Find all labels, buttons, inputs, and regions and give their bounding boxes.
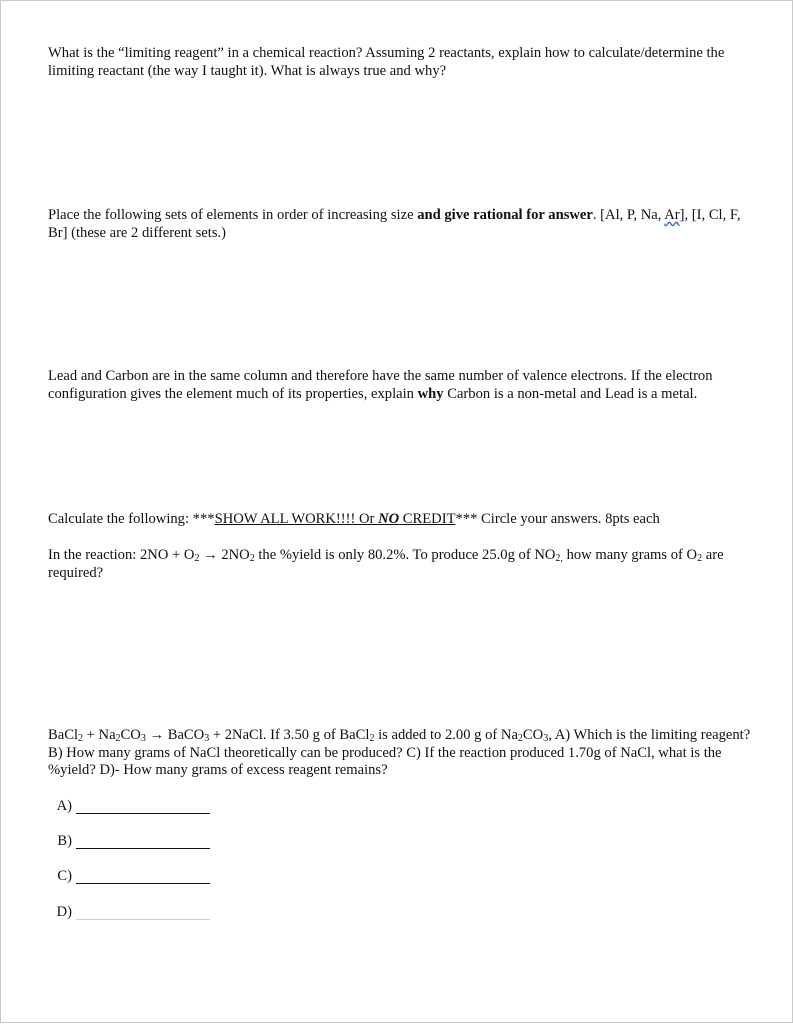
question-limiting-reagent-text: What is the “limiting reagent” in a chemical reaction? Assuming 2 reactants, explain how to calculate/determine the limiting reactant (the way I taught it). What is always true and why? — [48, 45, 725, 79]
answer-row-d — [48, 904, 268, 922]
p1-mid: the %yield is only 80.2%. To produce 25.0g of NO — [254, 547, 556, 563]
instructions-no-credit-emphasis: NO — [378, 511, 400, 527]
answer-label-b: B) — [57, 833, 72, 849]
answer-label-d: D) — [56, 904, 72, 920]
p2-t4: BaCO — [167, 727, 205, 743]
p1-o2-sub: 2 — [194, 553, 200, 564]
q2-bold: and give rational for answer — [417, 207, 593, 223]
p2-t3: CO — [120, 727, 141, 743]
instructions-underlined-2: CREDIT — [399, 511, 456, 527]
p1-plus: + O — [168, 547, 195, 563]
answer-line-b — [76, 848, 210, 849]
question-lead-carbon — [48, 368, 753, 403]
answer-row-c — [48, 868, 268, 886]
question-limiting-reagent — [48, 45, 753, 80]
p2-t5: + 2NaCl. If 3.50 g of BaCl — [209, 727, 370, 743]
p2-s5: 2 — [369, 733, 375, 744]
answer-row-b — [48, 833, 268, 851]
p2-t2: + Na — [83, 727, 116, 743]
answer-label-c: C) — [57, 868, 72, 884]
p2-t1: BaCl — [48, 727, 78, 743]
p2-s7: 3 — [543, 733, 549, 744]
p2-t7: CO — [522, 727, 544, 743]
q2-intro: Place the following sets of elements in order of increasing size — [48, 207, 418, 223]
spellcheck-word: Ar — [664, 207, 680, 223]
answer-line-a — [76, 813, 210, 814]
p2-s3: 3 — [140, 733, 146, 744]
instructions-tail: *** Circle your answers. 8pts each — [455, 511, 660, 527]
p1-q: how many grams of O — [562, 547, 698, 563]
answer-label-a: A) — [56, 798, 72, 814]
q3-bold: why — [417, 385, 444, 402]
p1-no2-sub: 2, — [555, 553, 563, 564]
problem-bacl2-limiting — [48, 727, 753, 780]
q2-rest: ], [I, Cl, F, Br] (these are 2 different sets.) — [48, 207, 741, 241]
q2-after-bold: . [Al, P, Na, — [592, 207, 665, 223]
calculation-instructions — [48, 511, 753, 529]
p2-s2: 2 — [115, 733, 121, 744]
instructions-underlined-1: SHOW ALL WORK!!!! Or — [214, 511, 379, 527]
reaction-arrow: → — [145, 727, 168, 743]
p1-r1: 2NO — [139, 547, 169, 563]
answer-row-a — [48, 798, 268, 816]
answer-line-c — [76, 883, 210, 884]
reaction-arrow: → — [199, 547, 222, 563]
question-element-size — [48, 207, 753, 242]
p1-q-sub: 2 — [697, 553, 703, 564]
p2-s1: 2 — [78, 733, 83, 744]
p2-s4: 3 — [204, 733, 210, 744]
p2-t8: , A) Which is the limiting reagent? B) How many grams of NaCl theoretically can be produced? C) If the reaction produced 1.70g of NaCl, what is the %yield? D)- How many grams of excess reagent remains? — [48, 727, 751, 778]
p2-s6: 2 — [517, 733, 523, 744]
q3-before-bold: Lead and Carbon are in the same column and therefore have the same number of valence electrons. If the electron configuration gives the element much of its properties, explain — [48, 368, 713, 402]
p1-end: are required? — [48, 547, 724, 581]
problem-no2-yield — [48, 547, 753, 582]
p2-t6: is added to 2.00 g of Na — [374, 727, 518, 743]
p1-product-sub: 2 — [249, 553, 255, 564]
answer-line-d — [76, 919, 210, 920]
p1-lead: In the reaction: — [48, 547, 140, 563]
instructions-lead: Calculate the following: *** — [48, 511, 215, 527]
p1-product: 2NO — [221, 547, 250, 563]
q3-after-bold: Carbon is a non-metal and Lead is a metal. — [443, 385, 698, 402]
